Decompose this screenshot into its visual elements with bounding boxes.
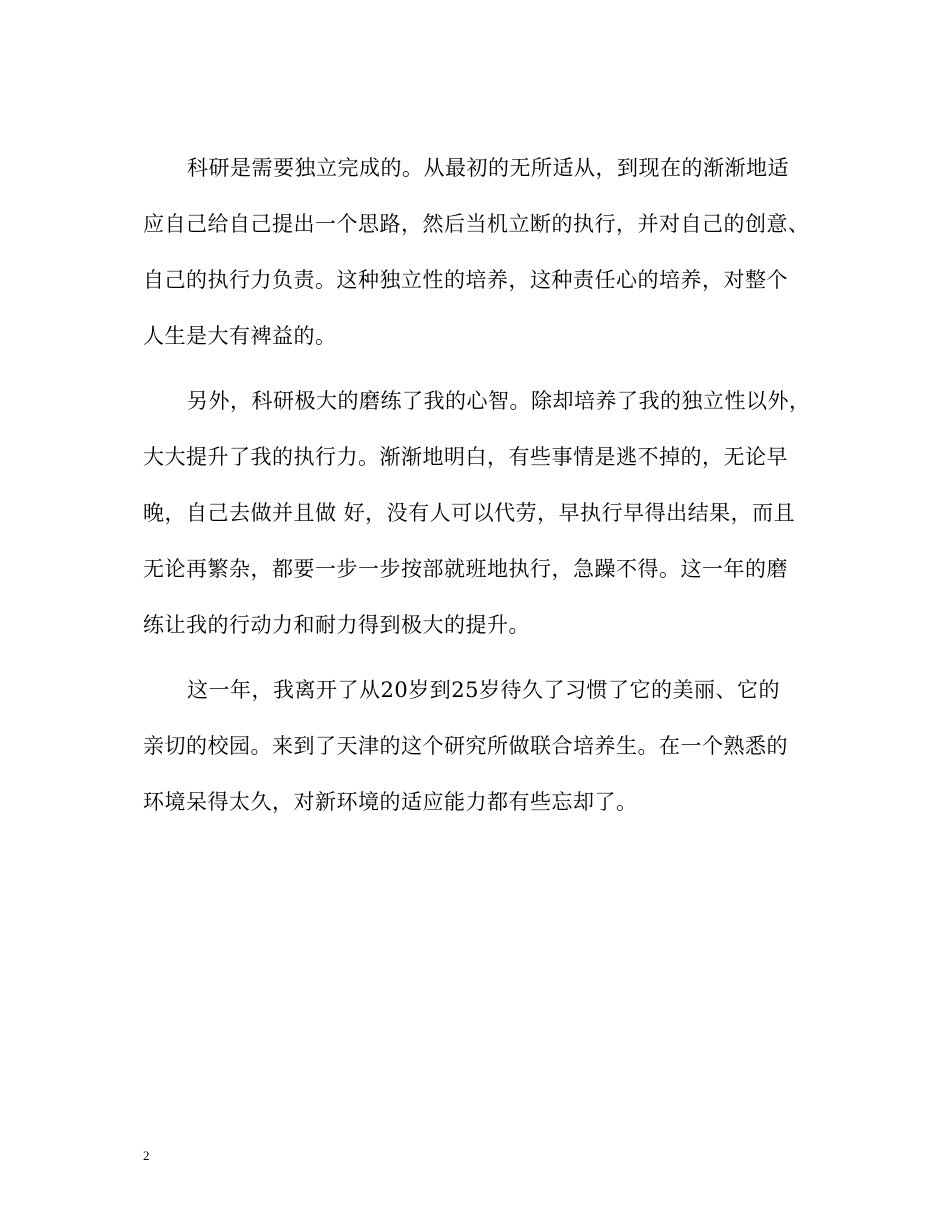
paragraph-line: 练让我的行动力和耐力得到极大的提升。	[143, 613, 530, 637]
paragraph-line: 自己的执行力负责。这种独立性的培养，这种责任心的培养，对整个	[143, 268, 788, 292]
paragraph-line: 亲切的校园。来到了天津的这个研究所做联合培养生。在一个熟悉的	[143, 734, 788, 758]
paragraph-line: 环境呆得太久，对新环境的适应能力都有些忘却了。	[143, 790, 638, 814]
paragraph-line: 人生是大有裨益的。	[143, 324, 337, 348]
document-body	[143, 140, 813, 830]
paragraph-line: 晚，自己去做并且做 好，没有人可以代劳，早执行早得出结果，而且	[143, 501, 796, 525]
paragraph-line: 无论再繁杂，都要一步一步按部就班地执行，急躁不得。这一年的磨	[143, 557, 788, 581]
page-number: 2	[143, 1148, 150, 1163]
paragraph-1	[143, 140, 813, 364]
paragraph-line: 这一年，我离开了从20岁到25岁待久了习惯了它的美丽、它的	[187, 678, 780, 702]
paragraph-spacer	[143, 364, 813, 373]
paragraph-line: 科研是需要独立完成的。从最初的无所适从，到现在的渐渐地适	[187, 156, 789, 180]
paragraph-2	[143, 373, 813, 653]
paragraph-3	[143, 662, 813, 830]
paragraph-line: 应自己给自己提出一个思路，然后当机立断的执行，并对自己的创意、	[143, 212, 810, 236]
paragraph-spacer	[143, 653, 813, 662]
paragraph-line: 另外，科研极大的磨练了我的心智。除却培养了我的独立性以外，	[187, 389, 811, 413]
paragraph-line: 大大提升了我的执行力。渐渐地明白，有些事情是逃不掉的，无论早	[143, 445, 788, 469]
